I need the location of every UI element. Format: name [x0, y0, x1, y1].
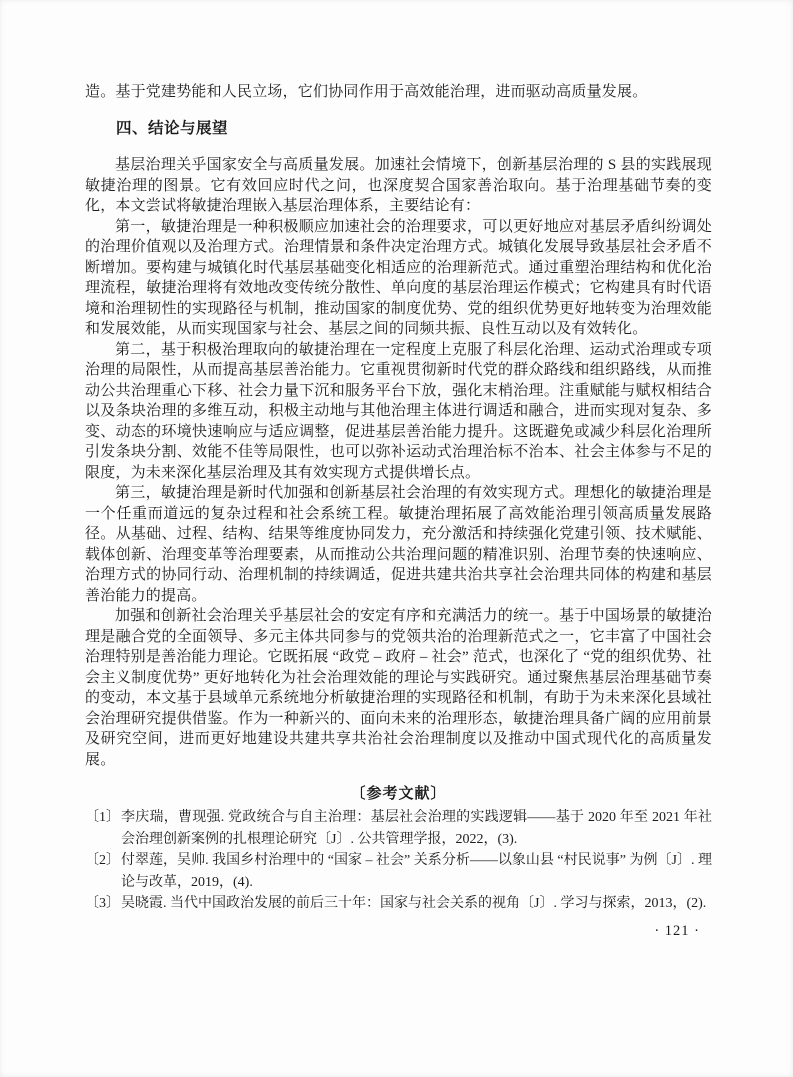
- references-list: [85, 807, 712, 915]
- page-number: · 121 ·: [654, 922, 700, 939]
- reference-text: 付翠莲，吴帅. 我国乡村治理中的 “国家 – 社会” 关系分析——以象山县 “村民说事” 为例〔J〕. 理论与改革，2019，(4).: [121, 853, 712, 890]
- section-heading: 四、结论与展望: [116, 119, 229, 137]
- reference-text: 李庆瑞，曹现强. 党政统合与自主治理：基层社会治理的实践逻辑——基于 2020 年至 2021 年社会治理创新案例的扎根理论研究〔J〕. 公共管理学报，2022，(3).: [121, 810, 712, 847]
- reference-item: [85, 893, 712, 915]
- references-section: [85, 782, 712, 915]
- paragraph-intro: 基层治理关乎国家安全与高质量发展。加速社会情境下，创新基层治理的 S 县的实践展现敏捷治理的图景。它有效回应时代之问，也深度契合国家善治取向。基于治理基础节奏的变化，本文尝试将敏捷治理嵌入基层治理体系，主要结论有：: [85, 157, 712, 214]
- reference-text: 吴晓霞. 当代中国政治发展的前后三十年：国家与社会关系的视角〔J〕. 学习与探索，2013，(2).: [121, 896, 707, 911]
- article-body: [85, 82, 712, 770]
- reference-marker: 〔2〕: [85, 853, 120, 868]
- paragraph-third-conclusion: 第三，敏捷治理是新时代加强和创新基层社会治理的有效实现方式。理想化的敏捷治理是一个任重而道远的复杂过程和社会系统工程。敏捷治理拓展了高效能治理引领高质量发展路径。从基础、过程、结构、结果等维度协同发力，充分激活和持续强化党建引领、技术赋能、载体创新、治理变革等治理要素，从而推动公共治理问题的精准识别、治理节奏的快速响应、治理方式的协同行动、治理机制的持续调适，促进共建共治共享社会治理共同体的构建和基层善治能力的提高。: [85, 485, 712, 604]
- reference-marker: 〔1〕: [85, 810, 120, 825]
- paragraph-outlook: 加强和创新社会治理关乎基层社会的安定有序和充满活力的统一。基于中国场景的敏捷治理是融合党的全面领导、多元主体共同参与的党领共治的治理新范式之一，它丰富了中国社会治理特别是善治能力理论。它既拓展 “政党 – 政府 – 社会” 范式，也深化了 “党的组织优势、社会主义制度优势” 更好地转化为社会治理效能的理论与实践研究。通过聚焦基层治理基础节奏的变动，本文基于县域单元系统地分析敏捷治理的实现路径和机制，有助于为未来深化县域社会治理研究提供借鉴。作为一种新兴的、面向未来的治理形态，敏捷治理具备广阔的应用前景及研究空间，进而更好地建设共建共享共治社会治理制度以及推动中国式现代化的高质量发展。: [85, 608, 712, 768]
- references-heading: 〔参考文献〕: [350, 785, 447, 802]
- paragraph-second-conclusion: 第二，基于积极治理取向的敏捷治理在一定程度上克服了科层化治理、运动式治理或专项治理的局限性，从而提高基层善治能力。它重视贯彻新时代党的群众路线和组织路线，从而推动公共治理重心下移、社会力量下沉和服务平台下放，强化末梢治理。注重赋能与赋权相结合以及条块治理的多维互动，积极主动地与其他治理主体进行调适和融合，进而实现对复杂、多变、动态的环境快速响应与适应调整，促进基层善治能力提升。这既避免或减少科层化治理所引发条块分割、效能不佳等局限性，也可以弥补运动式治理治标不治本、社会主体参与不足的限度，为未来深化基层治理及其有效实现方式提供增长点。: [85, 341, 712, 481]
- reference-item: [85, 807, 712, 850]
- reference-item: [85, 850, 712, 893]
- reference-marker: 〔3〕: [85, 896, 120, 911]
- continuation-paragraph: 造。基于党建势能和人民立场，它们协同作用于高效能治理，进而驱动高质量发展。: [85, 84, 648, 100]
- paragraph-first-conclusion: 第一，敏捷治理是一种积极顺应加速社会的治理要求，可以更好地应对基层矛盾纠纷调处的治理价值观以及治理方式。治理情景和条件决定治理方式。城镇化发展导致基层社会矛盾不断增加。要构建与城镇化时代基层基础变化相适应的治理新范式。通过重塑治理结构和优化治理流程，敏捷治理将有效地改变传统分散性、单向度的基层治理运作模式；它构建具有时代语境和治理韧性的实现路径与机制，推动国家的制度优势、党的组织优势更好地转变为治理效能和发展效能，从而实现国家与社会、基层之间的同频共振、良性互动以及有效转化。: [85, 218, 712, 337]
